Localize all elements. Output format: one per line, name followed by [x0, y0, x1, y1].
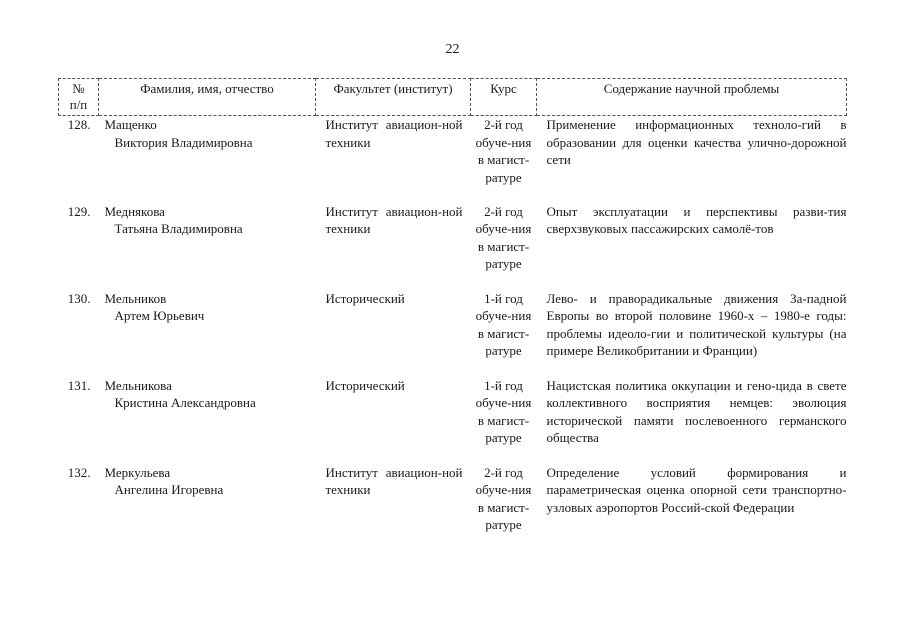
- student-given-names: Ангелина Игоревна: [114, 482, 224, 497]
- course-cell: 2-й год обуче-ния в магист-ратуре: [475, 203, 532, 271]
- topic-cell: Опыт эксплуатации и перспективы разви-тия сверхзвуковых пассажирских самолё-тов: [546, 203, 847, 236]
- course-cell: 2-й год обуче-ния в магист-ратуре: [475, 117, 532, 185]
- table-row: [59, 203, 847, 290]
- student-name: [99, 377, 316, 464]
- header-faculty: Факультет (институт): [316, 79, 471, 116]
- topic-cell: Нацистская политика оккупации и гено-цида в свете коллективного восприятия немцев: эволюция исторической памяти послевоенного германского общества: [546, 377, 847, 445]
- table-row: [59, 464, 847, 556]
- header-number-line2: п/п: [69, 97, 88, 112]
- student-surname: Мельников: [104, 290, 167, 306]
- row-number: 130.: [67, 290, 91, 306]
- student-surname: Меднякова: [104, 203, 165, 219]
- students-table: [58, 78, 847, 556]
- faculty-cell: Институт авиацион-ной техники: [325, 117, 463, 150]
- row-number: 132.: [67, 464, 91, 480]
- student-given-names: Артем Юрьевич: [114, 308, 205, 323]
- header-number-line1: №: [72, 81, 85, 96]
- header-name: Фамилия, имя, отчество: [99, 79, 316, 116]
- course-cell: 2-й год обуче-ния в магист-ратуре: [475, 464, 532, 532]
- faculty-cell: Институт авиацион-ной техники: [325, 203, 463, 236]
- row-number: 131.: [67, 377, 91, 393]
- student-name: [99, 116, 316, 203]
- student-name: [99, 290, 316, 377]
- table-row: [59, 290, 847, 377]
- course-cell: 1-й год обуче-ния в магист-ратуре: [475, 377, 532, 445]
- row-number: 128.: [67, 117, 91, 132]
- header-topic: Содержание научной проблемы: [537, 79, 847, 116]
- table-row: [59, 116, 847, 203]
- topic-cell: Определение условий формирования и параметрическая оценка опорной сети транспортно-узловых аэропортов Россий-ской Федерации: [546, 464, 847, 515]
- course-cell: 1-й год обуче-ния в магист-ратуре: [475, 290, 532, 358]
- header-course: Курс: [471, 79, 537, 116]
- faculty-cell: Исторический: [325, 290, 405, 306]
- student-surname: Меркульева: [104, 464, 171, 480]
- table-header-row: [59, 79, 847, 116]
- student-surname: Мельникова: [104, 377, 172, 393]
- faculty-cell: Исторический: [325, 377, 405, 393]
- topic-cell: Применение информационных техноло-гий в образовании для оценки качества улично-дорожной сети: [546, 117, 847, 167]
- faculty-cell: Институт авиацион-ной техники: [325, 464, 463, 497]
- table-row: [59, 377, 847, 464]
- student-given-names: Виктория Владимировна: [114, 134, 253, 150]
- page-number: 22: [445, 42, 460, 57]
- student-given-names: Кристина Александровна: [114, 395, 256, 410]
- row-number: 129.: [67, 203, 91, 219]
- topic-cell: Лево- и праворадикальные движения За-падной Европы во второй половине 1960-х – 1980-е годы: проблемы идеоло-гии и политической культуры (на примере Великобритании и Франции): [546, 290, 847, 358]
- student-given-names: Татьяна Владимировна: [114, 221, 243, 236]
- header-number: [59, 79, 99, 116]
- student-name: [99, 203, 316, 290]
- student-surname: Мащенко: [104, 117, 157, 132]
- student-name: [99, 464, 316, 556]
